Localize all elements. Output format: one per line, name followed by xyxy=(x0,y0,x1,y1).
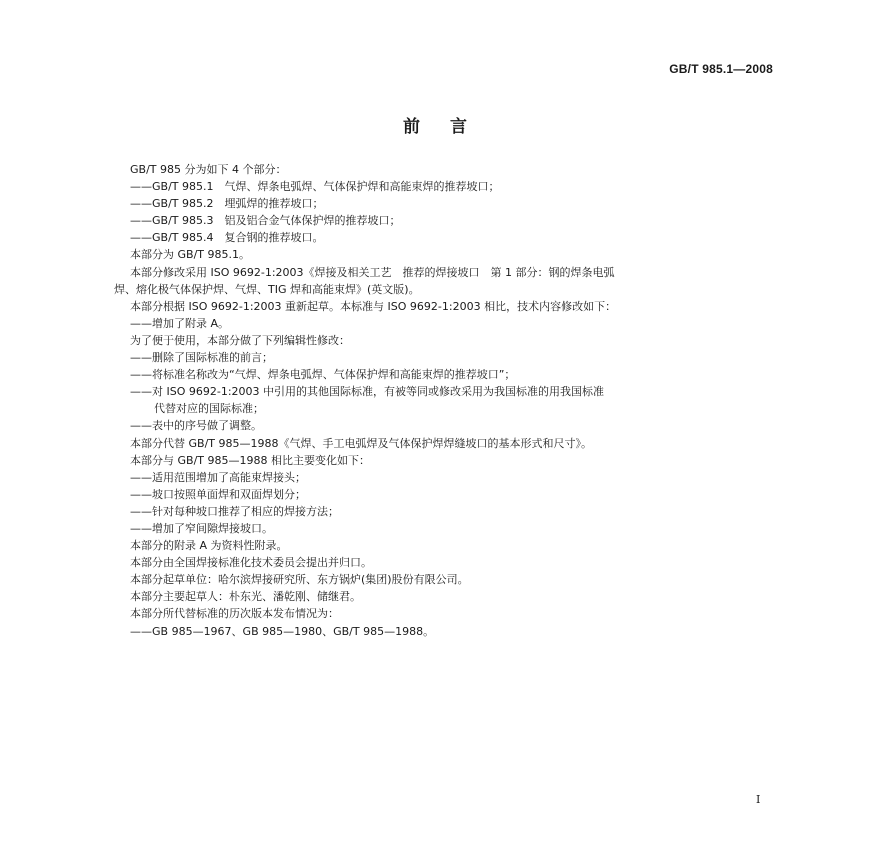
page-title: 前言 xyxy=(403,117,497,137)
foreword-body xyxy=(114,161,774,640)
text-line: GB/T 985 分为如下 4 个部分： xyxy=(130,163,287,176)
text-line: 本部分所代替标准的历次版本发布情况为： xyxy=(130,607,339,621)
standard-number: GB/T 985.1—2008 xyxy=(669,62,773,76)
text-line: 本部分主要起草人：朴东光、潘乾刚、储继君。 xyxy=(130,590,361,604)
text-line: 本部分与 GB/T 985—1988 相比主要变化如下： xyxy=(130,453,370,467)
page-number: I xyxy=(756,793,761,806)
text-line: ——表中的序号做了调整。 xyxy=(130,419,262,433)
text-line: ——增加了窄间隙焊接坡口。 xyxy=(130,521,273,535)
text-line: ——GB/T 985.2 埋弧焊的推荐坡口； xyxy=(130,197,324,211)
text-line: ——针对每种坡口推荐了相应的焊接方法； xyxy=(130,504,339,518)
text-line: ——将标准名称改为“气焊、焊条电弧焊、气体保护焊和高能束焊的推荐坡口”； xyxy=(130,368,516,382)
text-line: ——删除了国际标准的前言； xyxy=(130,351,273,365)
text-line: 本部分根据 ISO 9692-1:2003 重新起草。本标准与 ISO 9692-1:2003 相比，技术内容修改如下： xyxy=(130,299,617,313)
text-line: 焊、熔化极气体保护焊、气焊、TIG 焊和高能束焊》(英文版)。 xyxy=(114,282,420,296)
text-line: 本部分为 GB/T 985.1。 xyxy=(130,248,250,262)
text-line: 本部分的附录 A 为资料性附录。 xyxy=(130,539,288,553)
text-line: 本部分起草单位：哈尔滨焊接研究所、东方锅炉(集团)股份有限公司。 xyxy=(130,573,469,587)
text-line: ——GB/T 985.4 复合钢的推荐坡口。 xyxy=(130,231,324,245)
text-line: 为了便于使用，本部分做了下列编辑性修改： xyxy=(130,333,350,347)
text-line: 本部分由全国焊接标准化技术委员会提出并归口。 xyxy=(130,556,372,570)
text-line: ——GB 985—1967、GB 985—1980、GB/T 985—1988。 xyxy=(130,624,435,638)
text-line: 本部分修改采用 ISO 9692-1:2003《焊接及相关工艺 推荐的焊接坡口 第 1 部分：钢的焊条电弧 xyxy=(130,265,615,279)
text-line: 本部分代替 GB/T 985—1988《气焊、手工电弧焊及气体保护焊焊缝坡口的基本形式和尺寸》。 xyxy=(130,436,592,450)
text-line: ——适用范围增加了高能束焊接头； xyxy=(130,470,306,484)
text-line: ——GB/T 985.1 气焊、焊条电弧焊、气体保护焊和高能束焊的推荐坡口； xyxy=(130,180,500,194)
text-line: ——增加了附录 A。 xyxy=(130,316,230,330)
text-line: ——对 ISO 9692-1:2003 中引用的其他国际标准，有被等同或修改采用为我国标准的用我国标准 xyxy=(130,385,605,399)
text-line: 代替对应的国际标准； xyxy=(154,402,264,416)
text-line: ——坡口按照单面焊和双面焊划分； xyxy=(130,487,306,501)
text-line: ——GB/T 985.3 铝及铝合金气体保护焊的推荐坡口； xyxy=(130,214,401,228)
